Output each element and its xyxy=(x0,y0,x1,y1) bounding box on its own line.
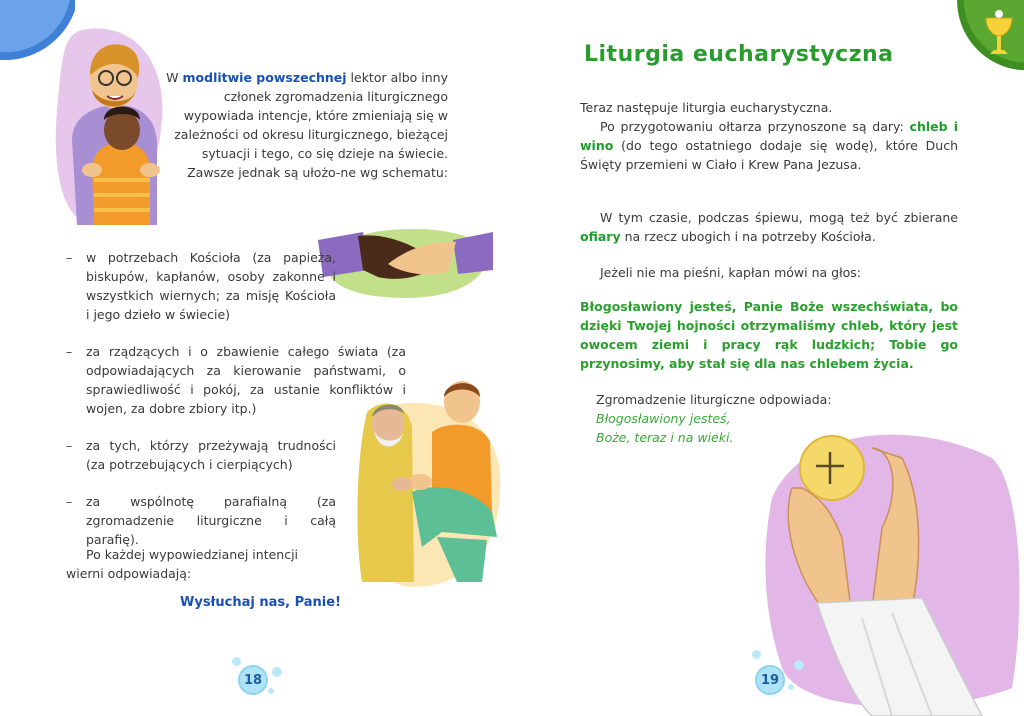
keyword-ofiary: ofiary xyxy=(580,229,621,244)
response-line: Boże, teraz i na wieki. xyxy=(596,430,734,445)
list-item-text: za rządzących i o zbawienie całego świata (za odpowiadających za kierowanie państwami, o sprawiedliwość i pokój, za ustanie konfliktów i wojen, za dobre zbiory itp.) xyxy=(86,344,406,416)
helping-elder-illustration xyxy=(352,372,504,590)
list-dash: – xyxy=(66,344,73,359)
after-intentions-text: Po każdej wypowiedzianej intencji wierni odpowiadają: xyxy=(66,547,299,581)
bubble-decoration xyxy=(788,684,794,690)
list-item xyxy=(66,436,336,474)
bubble-decoration xyxy=(268,688,274,694)
intro-w: W xyxy=(166,70,179,85)
para-text: (do tego ostatniego dodaje się wodę), które Duch Święty przemieni w Ciało i Krew Pana Jezusa. xyxy=(580,138,958,172)
list-item-text: w potrzebach Kościoła (za papieża, biskupów, kapłanów, osoby zakonne i wszystkich wiernych; za misję Kościoła i jego dzieło w świecie) xyxy=(86,250,336,322)
para-text: na rzecz ubogich i na potrzeby Kościoła. xyxy=(624,229,876,244)
page-title: Liturgia eucharystyczna xyxy=(584,42,894,67)
prayer-text: Błogosławiony jesteś, Panie Boże wszechświata, bo dzięki Twojej hojności otrzymaliśmy chleb, który jest owocem ziemi i pracy rąk ludzkich; Tobie go przynosimy, aby stał się dla nas chlebem życia. xyxy=(580,299,958,371)
offerings-paragraph xyxy=(580,208,958,246)
handshake-illustration xyxy=(318,222,493,300)
priest-says-paragraph: Jeżeli nie ma pieśni, kapłan mówi na głos: xyxy=(600,265,861,280)
list-dash: – xyxy=(66,250,73,265)
bubble-decoration xyxy=(232,657,241,666)
intentions-list xyxy=(66,248,406,567)
para-text: Po przygotowaniu ołtarza przynoszone są dary: xyxy=(600,119,904,134)
bubble-decoration xyxy=(752,650,761,659)
para-text: Zgromadzenie liturgiczne odpowiada: xyxy=(596,392,832,407)
list-dash: – xyxy=(66,494,73,509)
list-item-text: za wspólnotę parafialną (za zgromadzenie liturgiczne i całą parafię). xyxy=(86,494,336,547)
keyword-modlitwa-powszechna: modlitwie powszechnej xyxy=(182,70,347,85)
list-item-text: za tych, którzy przeżywają trudności (za potrzebujących i cierpiących) xyxy=(86,438,336,472)
host-elevation-illustration xyxy=(762,418,1024,716)
page-number-left: 18 xyxy=(238,665,268,695)
intro-paragraph-right xyxy=(580,98,958,174)
intro-paragraph xyxy=(166,68,448,182)
list-item xyxy=(66,248,336,324)
green-corner-decoration xyxy=(934,0,1024,70)
bubble-decoration xyxy=(272,667,282,677)
para-line: Teraz następuje liturgia eucharystyczna. xyxy=(580,100,833,115)
father-and-son-illustration xyxy=(52,20,172,230)
response-text: Wysłuchaj nas, Panie! xyxy=(180,595,341,610)
response-line: Błogosławiony jesteś, xyxy=(596,411,731,426)
bubble-decoration xyxy=(794,660,804,670)
list-dash: – xyxy=(66,438,73,453)
page-number-right: 19 xyxy=(755,665,785,695)
keyword-chleb-i-wino: chleb i wino xyxy=(580,119,959,153)
right-page xyxy=(512,0,1024,716)
para-text: W tym czasie, podczas śpiewu, mogą też być zbierane xyxy=(600,210,958,225)
intro-rest: lektor albo inny członek zgromadzenia liturgicznego wypowiada intencje, które zmieniają się w zależności od okresu liturgicznego, bieżącej sytuacji i tego, co się dzieje na świecie. Zawsze jednak są ułożo-ne wg schematu: xyxy=(174,70,448,180)
list-item xyxy=(66,492,336,549)
